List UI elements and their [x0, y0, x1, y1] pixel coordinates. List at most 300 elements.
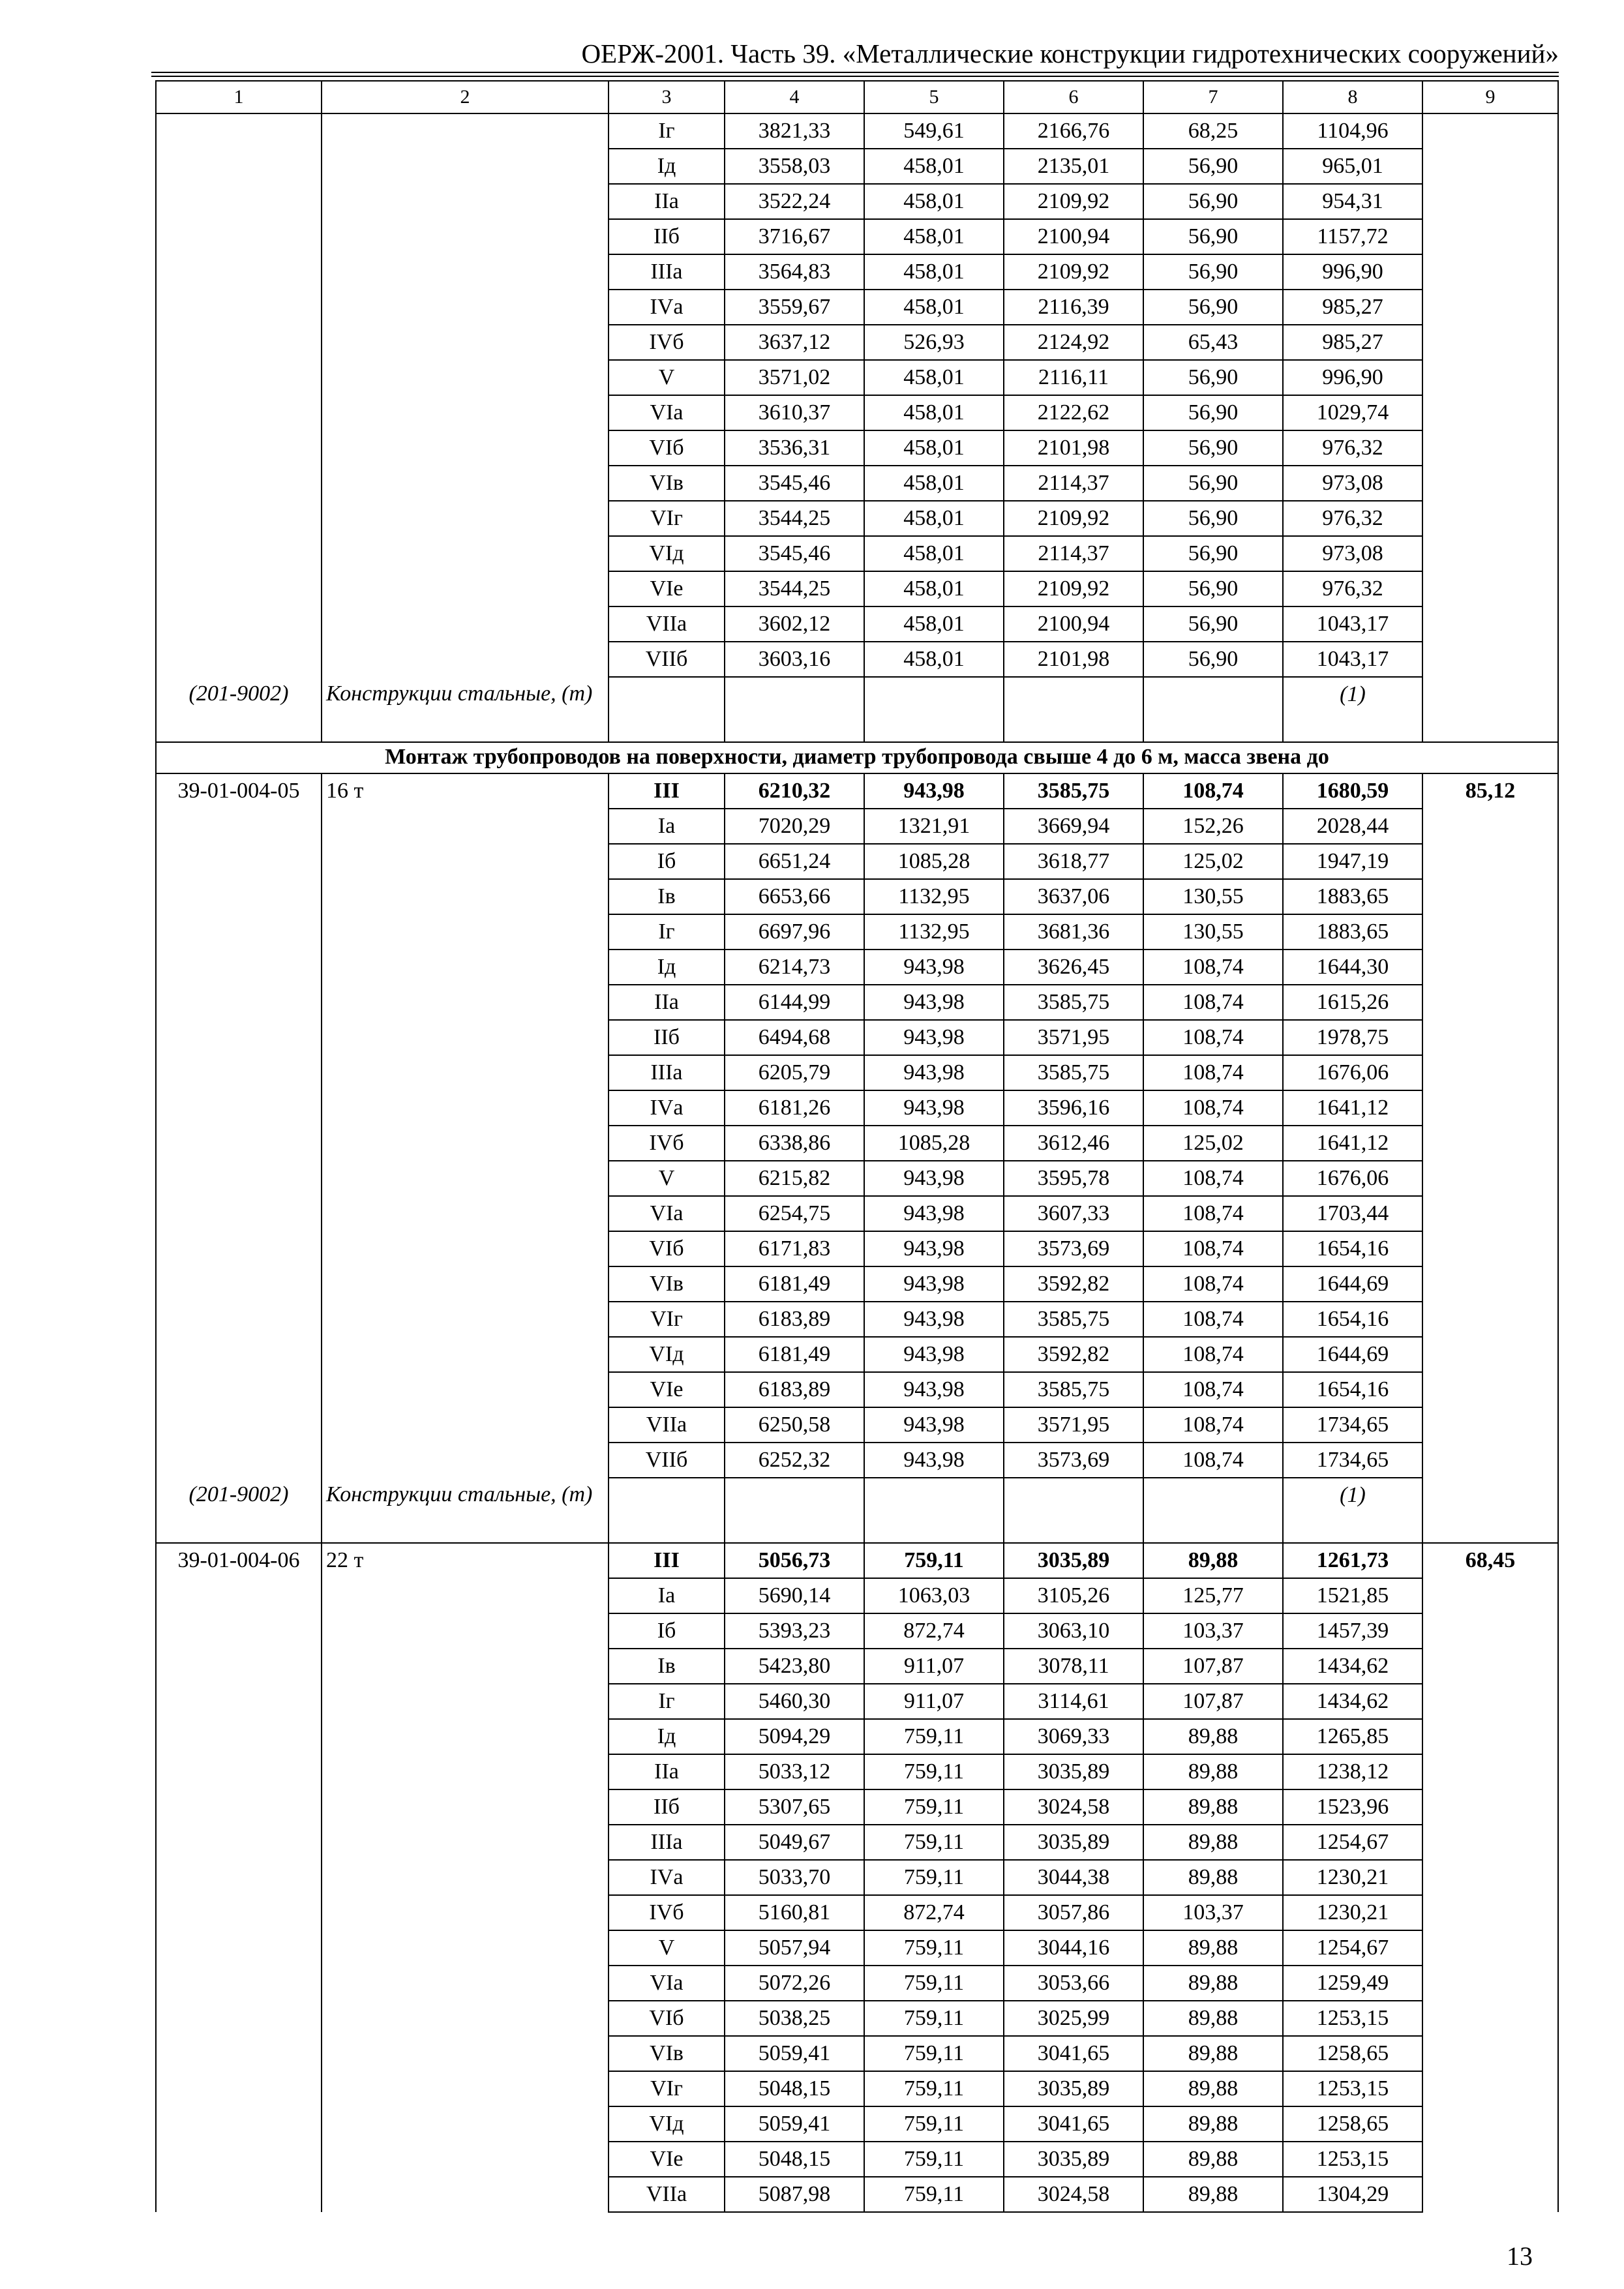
value-cell: 3041,65	[1004, 2036, 1143, 2071]
value-cell: 759,11	[864, 2036, 1004, 2071]
value-cell: 3585,75	[1004, 773, 1143, 809]
value-cell: 5690,14	[725, 1578, 864, 1613]
column-number: 2	[322, 81, 609, 113]
zone-cell: VIе	[609, 2142, 725, 2177]
value-cell: 2116,39	[1004, 290, 1143, 325]
zone-cell: VIIб	[609, 642, 725, 677]
zone-cell: IIб	[609, 1020, 725, 1055]
empty-cell	[1143, 677, 1283, 742]
value-cell: 108,74	[1143, 1090, 1283, 1126]
value-cell: 125,02	[1143, 844, 1283, 879]
value-cell: 2124,92	[1004, 325, 1143, 360]
empty-cell	[156, 113, 322, 677]
value-cell: 1734,65	[1283, 1443, 1422, 1478]
value-cell: 108,74	[1143, 1302, 1283, 1337]
value-cell: 56,90	[1143, 536, 1283, 571]
value-cell: 3618,77	[1004, 844, 1143, 879]
value-cell: 5033,70	[725, 1860, 864, 1895]
value-cell: 5307,65	[725, 1789, 864, 1825]
value-cell: 89,88	[1143, 2036, 1283, 2071]
value-cell: 89,88	[1143, 1860, 1283, 1895]
value-cell: 1304,29	[1283, 2177, 1422, 2212]
value-cell: 3024,58	[1004, 1789, 1143, 1825]
value-cell: 1523,96	[1283, 1789, 1422, 1825]
value-cell: 89,88	[1143, 2142, 1283, 2177]
value-cell: 1680,59	[1283, 773, 1422, 809]
empty-cell	[864, 1478, 1004, 1543]
value-cell: 759,11	[864, 1754, 1004, 1789]
code-cell: 39-01-004-06	[156, 1543, 322, 2212]
value-cell: 759,11	[864, 1825, 1004, 1860]
value-cell: 1254,67	[1283, 1930, 1422, 1966]
value-cell: 6183,89	[725, 1302, 864, 1337]
empty-cell	[1422, 677, 1558, 742]
zone-cell: V	[609, 1930, 725, 1966]
value-cell: 759,11	[864, 2106, 1004, 2142]
value-cell: 89,88	[1143, 2071, 1283, 2106]
description-cell: 16 т	[322, 773, 609, 1478]
value-cell: 89,88	[1143, 1930, 1283, 1966]
value-cell: 3544,25	[725, 501, 864, 536]
zone-cell: VIIб	[609, 1443, 725, 1478]
value-cell: 943,98	[864, 1161, 1004, 1196]
value-cell: 56,90	[1143, 290, 1283, 325]
zone-cell: Iа	[609, 809, 725, 844]
value-cell: 3536,31	[725, 430, 864, 466]
value-cell: 943,98	[864, 1266, 1004, 1302]
resource-value: (1)	[1283, 677, 1422, 742]
zone-cell: Iд	[609, 950, 725, 985]
zone-cell: VIе	[609, 1372, 725, 1407]
value-cell: 108,74	[1143, 773, 1283, 809]
value-cell: 5460,30	[725, 1684, 864, 1719]
value-cell: 1644,30	[1283, 950, 1422, 985]
value-cell: 3821,33	[725, 113, 864, 149]
column-number: 7	[1143, 81, 1283, 113]
zone-cell: VIд	[609, 1337, 725, 1372]
value-cell: 549,61	[864, 113, 1004, 149]
value-cell: 3545,46	[725, 466, 864, 501]
zone-cell: VIг	[609, 501, 725, 536]
value-cell: 6697,96	[725, 914, 864, 950]
value-cell: 759,11	[864, 2177, 1004, 2212]
value-cell: 5048,15	[725, 2142, 864, 2177]
value-cell: 3069,33	[1004, 1719, 1143, 1754]
value-cell: 1085,28	[864, 1126, 1004, 1161]
value-cell: 1157,72	[1283, 219, 1422, 254]
value-cell: 996,90	[1283, 254, 1422, 290]
zone-cell: IVб	[609, 1126, 725, 1161]
value-cell: 2122,62	[1004, 395, 1143, 430]
value-cell: 3035,89	[1004, 2071, 1143, 2106]
value-cell: 3053,66	[1004, 1966, 1143, 2001]
value-cell: 458,01	[864, 536, 1004, 571]
value-cell: 3585,75	[1004, 985, 1143, 1020]
value-cell: 3114,61	[1004, 1684, 1143, 1719]
zone-cell: VIв	[609, 466, 725, 501]
value-cell: 56,90	[1143, 219, 1283, 254]
empty-cell	[1004, 1478, 1143, 1543]
value-cell: 3603,16	[725, 642, 864, 677]
value-cell: 976,32	[1283, 571, 1422, 606]
value-cell: 2101,98	[1004, 642, 1143, 677]
column-number: 5	[864, 81, 1004, 113]
value-cell: 3558,03	[725, 149, 864, 184]
value-cell: 3637,06	[1004, 879, 1143, 914]
column-number: 1	[156, 81, 322, 113]
zone-cell: Iв	[609, 879, 725, 914]
value-cell: 108,74	[1143, 1443, 1283, 1478]
value-cell: 89,88	[1143, 1754, 1283, 1789]
zone-cell: Iг	[609, 1684, 725, 1719]
value-cell: 1258,65	[1283, 2036, 1422, 2071]
page-number: 13	[1507, 2241, 1533, 2271]
value-cell: 3078,11	[1004, 1649, 1143, 1684]
value-cell: 458,01	[864, 395, 1004, 430]
value-cell: 1654,16	[1283, 1302, 1422, 1337]
value-cell: 3585,75	[1004, 1302, 1143, 1337]
running-header: ОЕРЖ-2001. Часть 39. «Металлические конструкции гидротехнических сооружений»	[581, 38, 1559, 68]
value-cell: 56,90	[1143, 571, 1283, 606]
value-cell: 759,11	[864, 2142, 1004, 2177]
value-cell: 3681,36	[1004, 914, 1143, 950]
value-cell: 458,01	[864, 466, 1004, 501]
value-cell: 1703,44	[1283, 1196, 1422, 1231]
value-cell: 3545,46	[725, 536, 864, 571]
value-cell: 759,11	[864, 1789, 1004, 1825]
value-cell: 5033,12	[725, 1754, 864, 1789]
value-cell: 89,88	[1143, 2106, 1283, 2142]
value-cell: 108,74	[1143, 1372, 1283, 1407]
value-cell: 1654,16	[1283, 1231, 1422, 1266]
zone-cell: IIб	[609, 219, 725, 254]
value-cell: 3035,89	[1004, 1754, 1143, 1789]
zone-cell: VIд	[609, 536, 725, 571]
value-cell: 3105,26	[1004, 1578, 1143, 1613]
value-cell: 1644,69	[1283, 1337, 1422, 1372]
zone-cell: VIд	[609, 2106, 725, 2142]
value-cell: 89,88	[1143, 2001, 1283, 2036]
rates-table	[155, 80, 1559, 2213]
value-cell: 108,74	[1143, 1020, 1283, 1055]
value-cell: 911,07	[864, 1649, 1004, 1684]
value-cell: 943,98	[864, 985, 1004, 1020]
value-cell: 89,88	[1143, 1719, 1283, 1754]
zone-cell: Iб	[609, 1613, 725, 1649]
value-cell: 3585,75	[1004, 1055, 1143, 1090]
zone-cell: Iд	[609, 149, 725, 184]
value-cell: 2101,98	[1004, 430, 1143, 466]
value-cell: 458,01	[864, 642, 1004, 677]
value-cell: 943,98	[864, 1055, 1004, 1090]
value-cell: 458,01	[864, 254, 1004, 290]
empty-cell	[725, 1478, 864, 1543]
value-cell: 2166,76	[1004, 113, 1143, 149]
value-cell: 5059,41	[725, 2106, 864, 2142]
value-cell: 89,88	[1143, 2177, 1283, 2212]
value-cell: 1063,03	[864, 1578, 1004, 1613]
value-cell: 56,90	[1143, 606, 1283, 642]
value-cell: 6181,49	[725, 1266, 864, 1302]
section-title: Монтаж трубопроводов на поверхности, диаметр трубопровода свыше 4 до 6 м, масса звена до	[156, 742, 1558, 773]
value-cell: 89,88	[1143, 1543, 1283, 1578]
resource-code: (201-9002)	[156, 677, 322, 742]
resource-name: Конструкции стальные, (т)	[322, 677, 609, 742]
value-cell: 1238,12	[1283, 1754, 1422, 1789]
value-cell: 1521,85	[1283, 1578, 1422, 1613]
value-cell: 108,74	[1143, 1231, 1283, 1266]
total-cell: 85,12	[1422, 773, 1558, 1478]
value-cell: 1254,67	[1283, 1825, 1422, 1860]
value-cell: 1654,16	[1283, 1372, 1422, 1407]
resource-code: (201-9002)	[156, 1478, 322, 1543]
zone-cell: VIб	[609, 430, 725, 466]
value-cell: 108,74	[1143, 950, 1283, 985]
value-cell: 1043,17	[1283, 606, 1422, 642]
value-cell: 1258,65	[1283, 2106, 1422, 2142]
zone-cell: VIв	[609, 1266, 725, 1302]
value-cell: 2109,92	[1004, 254, 1143, 290]
value-cell: 125,77	[1143, 1578, 1283, 1613]
zone-cell: VIIа	[609, 606, 725, 642]
zone-cell: VIа	[609, 395, 725, 430]
value-cell: 56,90	[1143, 184, 1283, 219]
empty-cell	[609, 1478, 725, 1543]
value-cell: 3025,99	[1004, 2001, 1143, 2036]
value-cell: 976,32	[1283, 430, 1422, 466]
value-cell: 6254,75	[725, 1196, 864, 1231]
value-cell: 56,90	[1143, 466, 1283, 501]
zone-cell: III	[609, 773, 725, 809]
value-cell: 943,98	[864, 1372, 1004, 1407]
value-cell: 3716,67	[725, 219, 864, 254]
value-cell: 103,37	[1143, 1613, 1283, 1649]
value-cell: 5072,26	[725, 1966, 864, 2001]
value-cell: 108,74	[1143, 985, 1283, 1020]
value-cell: 5059,41	[725, 2036, 864, 2071]
value-cell: 1261,73	[1283, 1543, 1422, 1578]
value-cell: 68,25	[1143, 113, 1283, 149]
value-cell: 943,98	[864, 1231, 1004, 1266]
value-cell: 1947,19	[1283, 844, 1422, 879]
value-cell: 759,11	[864, 1860, 1004, 1895]
value-cell: 108,74	[1143, 1055, 1283, 1090]
empty-cell	[1422, 1478, 1558, 1543]
value-cell: 996,90	[1283, 360, 1422, 395]
value-cell: 5087,98	[725, 2177, 864, 2212]
value-cell: 872,74	[864, 1895, 1004, 1930]
value-cell: 759,11	[864, 1543, 1004, 1578]
value-cell: 973,08	[1283, 466, 1422, 501]
value-cell: 1132,95	[864, 879, 1004, 914]
value-cell: 759,11	[864, 1719, 1004, 1754]
value-cell: 5393,23	[725, 1613, 864, 1649]
value-cell: 1259,49	[1283, 1966, 1422, 2001]
value-cell: 1253,15	[1283, 2142, 1422, 2177]
value-cell: 2100,94	[1004, 606, 1143, 642]
value-cell: 5049,67	[725, 1825, 864, 1860]
value-cell: 108,74	[1143, 1407, 1283, 1443]
value-cell: 1883,65	[1283, 879, 1422, 914]
value-cell: 6144,99	[725, 985, 864, 1020]
column-number: 9	[1422, 81, 1558, 113]
value-cell: 1265,85	[1283, 1719, 1422, 1754]
value-cell: 3035,89	[1004, 1543, 1143, 1578]
value-cell: 1230,21	[1283, 1895, 1422, 1930]
value-cell: 1644,69	[1283, 1266, 1422, 1302]
value-cell: 6181,26	[725, 1090, 864, 1126]
column-number: 8	[1283, 81, 1422, 113]
value-cell: 458,01	[864, 290, 1004, 325]
value-cell: 2109,92	[1004, 571, 1143, 606]
value-cell: 56,90	[1143, 149, 1283, 184]
zone-cell: Iв	[609, 1649, 725, 1684]
value-cell: 985,27	[1283, 290, 1422, 325]
value-cell: 6252,32	[725, 1443, 864, 1478]
value-cell: 3585,75	[1004, 1372, 1143, 1407]
zone-cell: VIг	[609, 2071, 725, 2106]
value-cell: 3035,89	[1004, 2142, 1143, 2177]
value-cell: 3602,12	[725, 606, 864, 642]
value-cell: 3024,58	[1004, 2177, 1143, 2212]
value-cell: 3044,38	[1004, 1860, 1143, 1895]
value-cell: 458,01	[864, 184, 1004, 219]
zone-cell: VIа	[609, 1196, 725, 1231]
value-cell: 3571,02	[725, 360, 864, 395]
zone-cell: V	[609, 360, 725, 395]
value-cell: 943,98	[864, 773, 1004, 809]
value-cell: 3595,78	[1004, 1161, 1143, 1196]
value-cell: 3559,67	[725, 290, 864, 325]
value-cell: 3044,16	[1004, 1930, 1143, 1966]
value-cell: 3035,89	[1004, 1825, 1143, 1860]
zone-cell: Iа	[609, 1578, 725, 1613]
value-cell: 2116,11	[1004, 360, 1143, 395]
value-cell: 1434,62	[1283, 1684, 1422, 1719]
value-cell: 3626,45	[1004, 950, 1143, 985]
column-number-row	[156, 81, 1558, 113]
empty-cell	[1422, 113, 1558, 677]
value-cell: 1641,12	[1283, 1090, 1422, 1126]
zone-cell: IVа	[609, 290, 725, 325]
value-cell: 1104,96	[1283, 113, 1422, 149]
zone-cell: Iг	[609, 914, 725, 950]
value-cell: 56,90	[1143, 430, 1283, 466]
value-cell: 6210,32	[725, 773, 864, 809]
value-cell: 1734,65	[1283, 1407, 1422, 1443]
value-cell: 973,08	[1283, 536, 1422, 571]
header-rule	[151, 76, 1559, 77]
value-cell: 3610,37	[725, 395, 864, 430]
value-cell: 89,88	[1143, 1825, 1283, 1860]
value-cell: 3573,69	[1004, 1231, 1143, 1266]
header-rule	[151, 72, 1559, 73]
value-cell: 3669,94	[1004, 809, 1143, 844]
value-cell: 2114,37	[1004, 466, 1143, 501]
value-cell: 5056,73	[725, 1543, 864, 1578]
value-cell: 458,01	[864, 430, 1004, 466]
value-cell: 458,01	[864, 501, 1004, 536]
zone-cell: Iб	[609, 844, 725, 879]
value-cell: 943,98	[864, 1407, 1004, 1443]
table-row	[156, 1543, 1558, 1578]
value-cell: 6214,73	[725, 950, 864, 985]
value-cell: 759,11	[864, 1966, 1004, 2001]
value-cell: 3564,83	[725, 254, 864, 290]
zone-cell: IVа	[609, 1090, 725, 1126]
value-cell: 458,01	[864, 571, 1004, 606]
code-cell: 39-01-004-05	[156, 773, 322, 1478]
value-cell: 130,55	[1143, 879, 1283, 914]
value-cell: 911,07	[864, 1684, 1004, 1719]
empty-cell	[864, 677, 1004, 742]
value-cell: 3571,95	[1004, 1407, 1143, 1443]
value-cell: 6250,58	[725, 1407, 864, 1443]
value-cell: 56,90	[1143, 642, 1283, 677]
value-cell: 56,90	[1143, 360, 1283, 395]
empty-cell	[322, 113, 609, 677]
value-cell: 125,02	[1143, 1126, 1283, 1161]
value-cell: 759,11	[864, 1930, 1004, 1966]
value-cell: 3522,24	[725, 184, 864, 219]
value-cell: 759,11	[864, 2071, 1004, 2106]
value-cell: 5160,81	[725, 1895, 864, 1930]
column-number: 6	[1004, 81, 1143, 113]
value-cell: 1132,95	[864, 914, 1004, 950]
zone-cell: IIа	[609, 184, 725, 219]
value-cell: 1676,06	[1283, 1055, 1422, 1090]
value-cell: 5094,29	[725, 1719, 864, 1754]
value-cell: 759,11	[864, 2001, 1004, 2036]
empty-cell	[1143, 1478, 1283, 1543]
value-cell: 6653,66	[725, 879, 864, 914]
zone-cell: Iд	[609, 1719, 725, 1754]
zone-cell: IIа	[609, 1754, 725, 1789]
zone-cell: VIа	[609, 1966, 725, 2001]
zone-cell: IIIа	[609, 1825, 725, 1860]
value-cell: 3573,69	[1004, 1443, 1143, 1478]
value-cell: 1676,06	[1283, 1161, 1422, 1196]
value-cell: 6171,83	[725, 1231, 864, 1266]
zone-cell: V	[609, 1161, 725, 1196]
value-cell: 108,74	[1143, 1161, 1283, 1196]
zone-cell: III	[609, 1543, 725, 1578]
value-cell: 1029,74	[1283, 395, 1422, 430]
empty-cell	[1004, 677, 1143, 742]
zone-cell: VIIа	[609, 2177, 725, 2212]
zone-cell: Iг	[609, 113, 725, 149]
value-cell: 1641,12	[1283, 1126, 1422, 1161]
value-cell: 7020,29	[725, 809, 864, 844]
value-cell: 6183,89	[725, 1372, 864, 1407]
value-cell: 943,98	[864, 1302, 1004, 1337]
value-cell: 56,90	[1143, 254, 1283, 290]
zone-cell: IVб	[609, 325, 725, 360]
zone-cell: IIIа	[609, 254, 725, 290]
value-cell: 3596,16	[1004, 1090, 1143, 1126]
resource-value: (1)	[1283, 1478, 1422, 1543]
value-cell: 954,31	[1283, 184, 1422, 219]
value-cell: 1978,75	[1283, 1020, 1422, 1055]
empty-cell	[725, 677, 864, 742]
zone-cell: VIб	[609, 1231, 725, 1266]
value-cell: 1434,62	[1283, 1649, 1422, 1684]
empty-cell	[609, 677, 725, 742]
resource-row	[156, 1478, 1558, 1543]
section-title-row	[156, 742, 1558, 773]
value-cell: 107,87	[1143, 1649, 1283, 1684]
zone-cell: IIIа	[609, 1055, 725, 1090]
